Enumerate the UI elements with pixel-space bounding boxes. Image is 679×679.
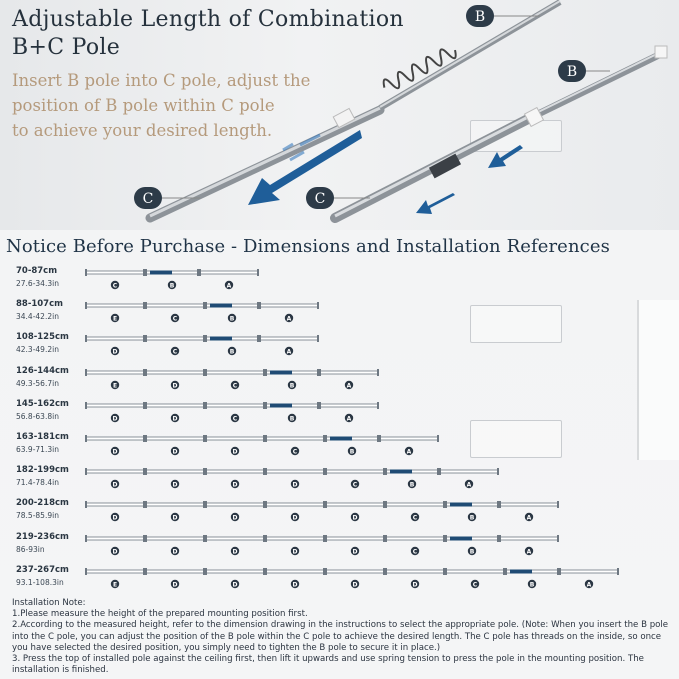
pole-segment-a (319, 402, 379, 423)
pole-segment-a (499, 501, 559, 522)
pole-segment-b (325, 435, 379, 456)
dimension-row (0, 395, 679, 428)
size-inch: 56.8-63.8in (16, 411, 59, 421)
svg-text:C: C (142, 191, 154, 207)
size-inch: 27.6-34.3in (16, 279, 59, 288)
pole-label: E (112, 382, 118, 390)
size-cm: 200-218cm (16, 498, 69, 509)
pole-diagram (0, 494, 679, 527)
pole-segment-e (85, 568, 145, 589)
pole-segment-d (265, 568, 325, 589)
pole-label: B (229, 315, 235, 323)
pole-segment-c (385, 535, 445, 556)
pole-segment-d (265, 501, 325, 522)
dimension-row (0, 328, 679, 361)
pole-diagram (0, 328, 679, 361)
pole-segment-d (205, 468, 265, 489)
pole-segment-d (205, 535, 265, 556)
pole-segment-c (145, 335, 205, 356)
pole-label: A (226, 282, 232, 290)
pole-segment-c (145, 302, 205, 323)
pole-label: E (112, 581, 118, 589)
pole-label: D (232, 481, 238, 489)
svg-text:C: C (314, 191, 326, 207)
pole-label: D (292, 481, 298, 489)
installation-note (12, 598, 676, 676)
pole-segment-d (205, 501, 265, 522)
dimension-row (0, 494, 679, 527)
pole-label: C (172, 348, 178, 356)
pole-segment-d (145, 435, 205, 456)
pole-label: B (469, 514, 475, 522)
pole-diagram (0, 428, 679, 461)
pole-label: D (292, 581, 298, 589)
pole-label: C (412, 548, 418, 556)
pole-segment-a (259, 302, 319, 323)
pole-segment-d (85, 335, 145, 356)
pole-label: D (232, 514, 238, 522)
pole-segment-b (265, 369, 319, 390)
pole-illustration (0, 0, 679, 230)
pole-diagram (0, 561, 679, 594)
pole-label: D (172, 382, 178, 390)
pole-label: B (529, 581, 535, 589)
pole-segment-b (205, 302, 259, 323)
subtitle-line-1: Insert B pole into C pole, adjust the (12, 71, 311, 90)
pole-segment-b (205, 335, 259, 356)
pole-segment-d (385, 568, 445, 589)
title-line-2: B+C Pole (12, 35, 121, 60)
note-step-1: 1.Please measure the height of the prepared mounting position first. (12, 609, 308, 620)
pole-segment-d (325, 501, 385, 522)
pole-segment-d (325, 535, 385, 556)
pole-segment-b (445, 501, 499, 522)
size-cm: 145-162cm (16, 398, 69, 409)
pole-segment-d (85, 468, 145, 489)
pole-segment-d (205, 435, 265, 456)
svg-text:B: B (566, 64, 578, 80)
pole-label: B (289, 382, 295, 390)
pole-label: C (292, 448, 298, 456)
pole-label: B (229, 348, 235, 356)
pole-label: D (172, 514, 178, 522)
pole-segment-b (385, 468, 439, 489)
pole-label: A (286, 348, 292, 356)
pole-label: A (526, 548, 532, 556)
note-step-2: 2.According to the measured height, refer to the dimension drawing in the instructions to select the appropriate pole. (Note: When you insert the B pole into the C pole, you can adjust the position of the B pole within the C pole to achieve the desired length. The C pole has threads on the inside, so once you have selected the desired position, you simply need to tighten the B pole to secure it in place.) (12, 620, 669, 653)
subtitle-line-3: to achieve your desired length. (12, 121, 273, 140)
pole-label: D (292, 514, 298, 522)
pole-segment-d (325, 568, 385, 589)
pole-label: B (409, 481, 415, 489)
pole-diagram (0, 262, 679, 295)
dimension-row (0, 528, 679, 561)
size-cm: 126-144cm (16, 365, 69, 376)
pole-label: D (172, 415, 178, 423)
pole-segment-e (85, 369, 145, 390)
size-cm: 182-199cm (16, 465, 69, 476)
pole-label: D (352, 581, 358, 589)
dimension-row (0, 561, 679, 594)
size-inch: 78.5-85.9in (16, 511, 59, 521)
pole-label: C (172, 315, 178, 323)
pole-label: A (406, 448, 412, 456)
pole-label: D (172, 581, 178, 589)
dimension-row (0, 428, 679, 461)
size-inch: 49.3-56.7in (16, 378, 59, 388)
pole-segment-c (385, 501, 445, 522)
pole-label: C (412, 514, 418, 522)
pole-diagram (0, 461, 679, 494)
pole-segment-d (85, 535, 145, 556)
pole-segment-d (265, 468, 325, 489)
pole-segment-a (379, 435, 439, 456)
dimension-row (0, 461, 679, 494)
pole-label: A (346, 415, 352, 423)
pole-segment-d (85, 501, 145, 522)
pole-segment-b (145, 269, 199, 290)
pole-diagram (0, 295, 679, 328)
pole-diagram (0, 362, 679, 395)
size-cm: 237-267cm (16, 564, 69, 575)
pole-segment-a (319, 369, 379, 390)
pole-label: B (469, 548, 475, 556)
pole-diagram (0, 395, 679, 428)
subtitle-line-2: position of B pole within C pole (12, 96, 275, 115)
pole-segment-d (85, 435, 145, 456)
pole-label: D (172, 548, 178, 556)
pole-segment-d (145, 535, 205, 556)
dimension-row (0, 362, 679, 395)
dimension-row (0, 262, 679, 295)
pole-segment-a (559, 568, 619, 589)
right-pole (335, 46, 667, 218)
pole-segment-b (505, 568, 559, 589)
size-cm: 88-107cm (16, 299, 63, 310)
pole-label: A (346, 382, 352, 390)
pole-segment-a (499, 535, 559, 556)
pole-segment-d (265, 535, 325, 556)
pole-segment-a (199, 269, 259, 290)
pole-segment-a (259, 335, 319, 356)
pole-segment-e (85, 302, 145, 323)
pole-label: D (352, 548, 358, 556)
pole-label: D (112, 481, 118, 489)
size-inch: 71.4-78.4in (16, 478, 59, 488)
pole-segment-c (85, 269, 145, 290)
pole-label: C (472, 581, 478, 589)
pole-segment-b (445, 535, 499, 556)
pole-segment-c (445, 568, 505, 589)
pole-diagram (0, 528, 679, 561)
pole-label: C (352, 481, 358, 489)
pole-label: C (112, 282, 118, 290)
pole-segment-c (205, 402, 265, 423)
pole-label: A (526, 514, 532, 522)
size-cm: 70-87cm (16, 266, 58, 276)
size-inch: 86-93in (16, 544, 45, 554)
pole-segment-d (145, 568, 205, 589)
pole-label: A (586, 581, 592, 589)
size-cm: 219-236cm (16, 531, 69, 542)
pole-label: D (112, 548, 118, 556)
dimension-row (0, 295, 679, 328)
pole-label: A (286, 315, 292, 323)
pole-segment-d (205, 568, 265, 589)
pole-label: D (172, 481, 178, 489)
pole-label: D (112, 348, 118, 356)
pole-label: B (289, 415, 295, 423)
pole-segment-d (145, 402, 205, 423)
pole-segment-d (145, 468, 205, 489)
pole-label: D (232, 581, 238, 589)
size-inch: 63.9-71.3in (16, 445, 59, 454)
pole-segment-d (145, 369, 205, 390)
pole-label: C (232, 415, 238, 423)
pole-label: C (232, 382, 238, 390)
pole-label: A (466, 481, 472, 489)
section-title: Notice Before Purchase - Dimensions and Installation References (6, 236, 610, 257)
size-inch: 34.4-42.2in (16, 312, 59, 322)
label-b-right (558, 60, 610, 82)
size-inch: 42.3-49.2in (16, 345, 59, 355)
left-pole (150, 1, 560, 218)
pole-segment-d (85, 402, 145, 423)
pole-segment-c (205, 369, 265, 390)
pole-label: D (292, 548, 298, 556)
pole-segment-a (439, 468, 499, 489)
size-inch: 93.1-108.3in (16, 577, 64, 587)
note-step-3: 3. Press the top of installed pole against the ceiling first, then lift it upwards and use spring tension to press the pole in the mounting position. The installation is finished. (12, 654, 644, 676)
pole-segment-d (145, 501, 205, 522)
pole-segment-c (265, 435, 325, 456)
pole-label: D (232, 448, 238, 456)
pole-label: D (412, 581, 418, 589)
pole-label: D (172, 448, 178, 456)
pole-label: D (232, 548, 238, 556)
pole-label: B (349, 448, 355, 456)
pole-label: E (112, 315, 118, 323)
pole-label: D (112, 514, 118, 522)
pole-segment-c (325, 468, 385, 489)
label-b-top-text: B (474, 9, 486, 25)
pole-label: D (352, 514, 358, 522)
pole-segment-b (265, 402, 319, 423)
pole-label: D (112, 448, 118, 456)
note-heading: Installation Note: (12, 598, 86, 608)
title-line-1: Adjustable Length of Combination (12, 7, 404, 32)
pole-label: B (169, 282, 175, 290)
size-cm: 108-125cm (16, 332, 69, 343)
pole-label: D (112, 415, 118, 423)
size-cm: 163-181cm (16, 432, 69, 442)
